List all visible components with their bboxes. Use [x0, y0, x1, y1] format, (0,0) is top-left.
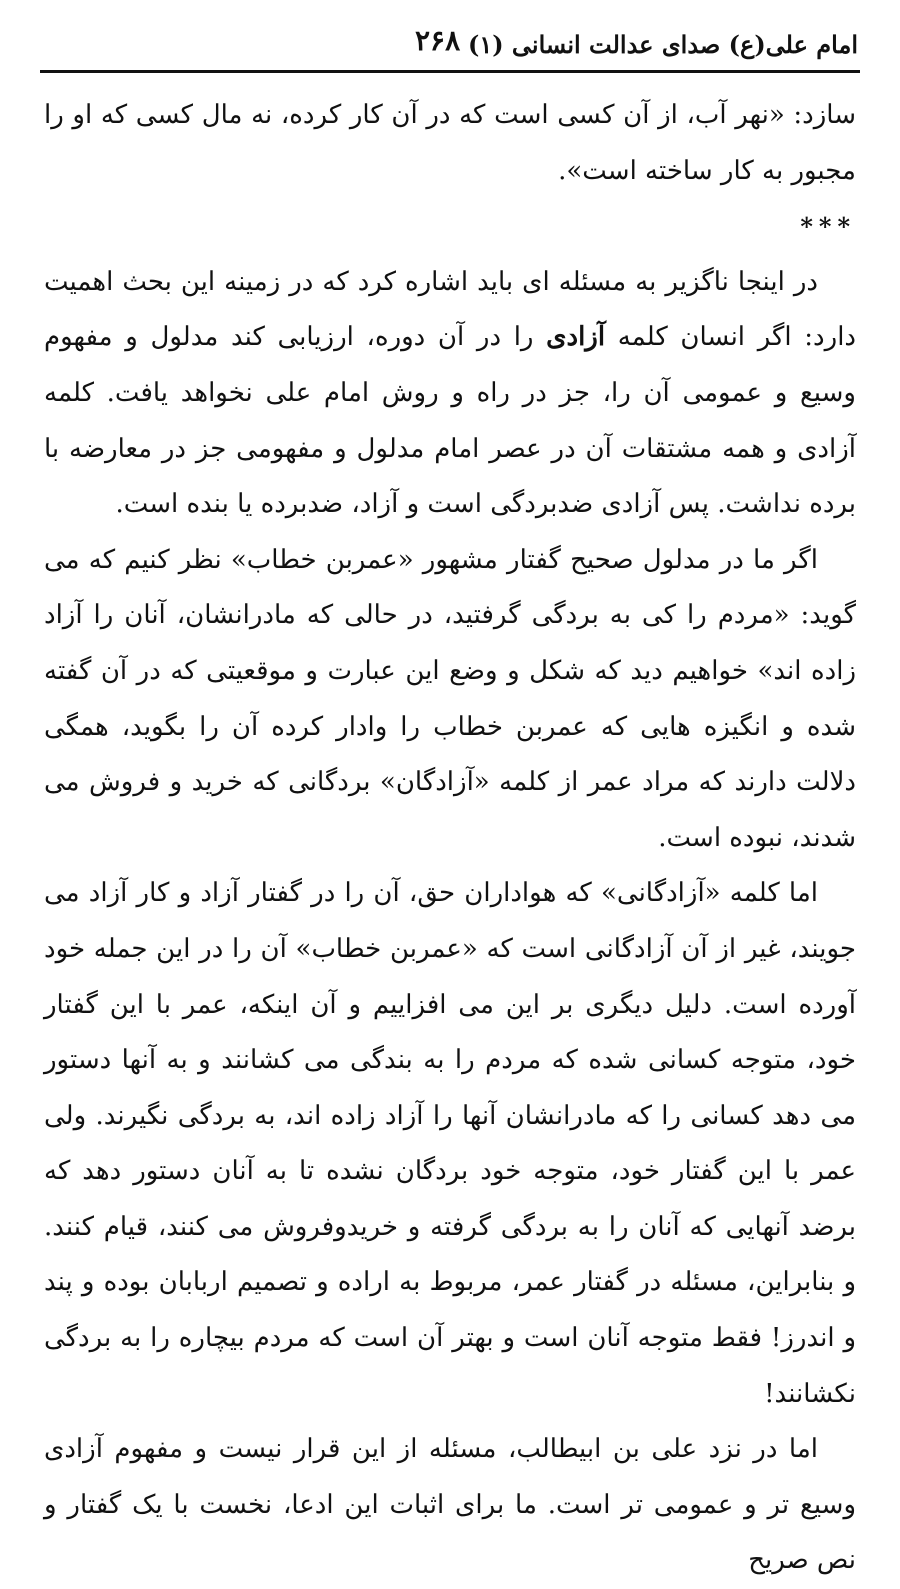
paragraph-free-people: اما کلمه «آزادگانی» که هواداران حق، آن را در گفتار آزاد و کار آزاد می جویند، غیر از آن آزادگانی است که «عمربن خطاب» آن را در این جمله خود آورده است. دلیل دیگری بر این می افزاییم و آن اینکه، عمر با این گفتار خود، متوجه کسانی شده که مردم را به بندگی می کشانند و به آنها دستور می دهد کسانی را که مادرانشان آنها را آزاد زاده اند، به بردگی نگیرند. ولی عمر با این گفتار خود، متوجه خود بردگان نشده تا به آنان دستور دهد که برضد آنهایی که آنان را به بردگی گرفته و خریدوفروش می کنند، قیام کنند. و بنابراین، مسئله در گفتار عمر، مربوط به اراده و تصمیم اربابان بوده و پند و اندرز! فقط متوجه آنان است و بهتر آن است که مردم بیچاره را به بردگی نکشانند!	[44, 878, 856, 1409]
paragraph-quote-end: سازد: «نهر آب، از آن کسی است که در آن کار کرده، نه مال کسی که او را مجبور به کار ساخته است».	[44, 100, 856, 186]
paragraph-ali: اما در نزد علی بن ابیطالب، مسئله از این قرار نیست و مفهوم آزادی وسیع تر و عمومی تر است. ما برای اثبات این ادعا، نخست با یک گفتار و نص صریح	[44, 1434, 856, 1576]
paragraph-freedom	[44, 255, 856, 533]
paragraph-freedom-text-2: را در آن دوره، ارزیابی کند مدلول و مفهوم وسیع و عمومی آن را، جز در راه و روش امام علی نخواهد یافت. کلمه آزادی و همه مشتقات آن در عصر امام مدلول و مفهومی جز در معارضه با برده نداشت. پس آزادی ضدبردگی است و آزاد، ضدبرده یا بنده است.	[44, 322, 856, 520]
page-number: ۲۶۸	[415, 24, 461, 57]
paragraph-freedom-bold-term: آزادی	[546, 322, 606, 353]
page-header	[40, 22, 860, 68]
header-rule	[40, 70, 860, 73]
paragraph-umar-quote: اگر ما در مدلول صحیح گفتار مشهور «عمربن خطاب» نظر کنیم که می گوید: «مردم را کی به بردگی گرفتید، در حالی که مادرانشان، آنان را آزاد زاده اند» خواهیم دید که شکل و وضع این عبارت و موقعیتی که در آن گفته شده و انگیزه هایی که عمربن خطاب را وادار کرده آن را بگوید، همگی دلالت دارند که مراد عمر از کلمه «آزادگان» بردگانی که خرید و فروش می شدند، نبوده است.	[44, 544, 856, 853]
running-head-title: امام علی(ع) صدای عدالت انسانی (۱)	[467, 30, 858, 59]
paragraph-freedom-text-1: در اینجا ناگزیر به مسئله ای باید اشاره کرد که در زمینه این بحث اهمیت دارد: اگر انسان کلمه	[44, 266, 856, 353]
section-separator: ***	[800, 212, 856, 242]
page-body	[44, 88, 856, 1589]
